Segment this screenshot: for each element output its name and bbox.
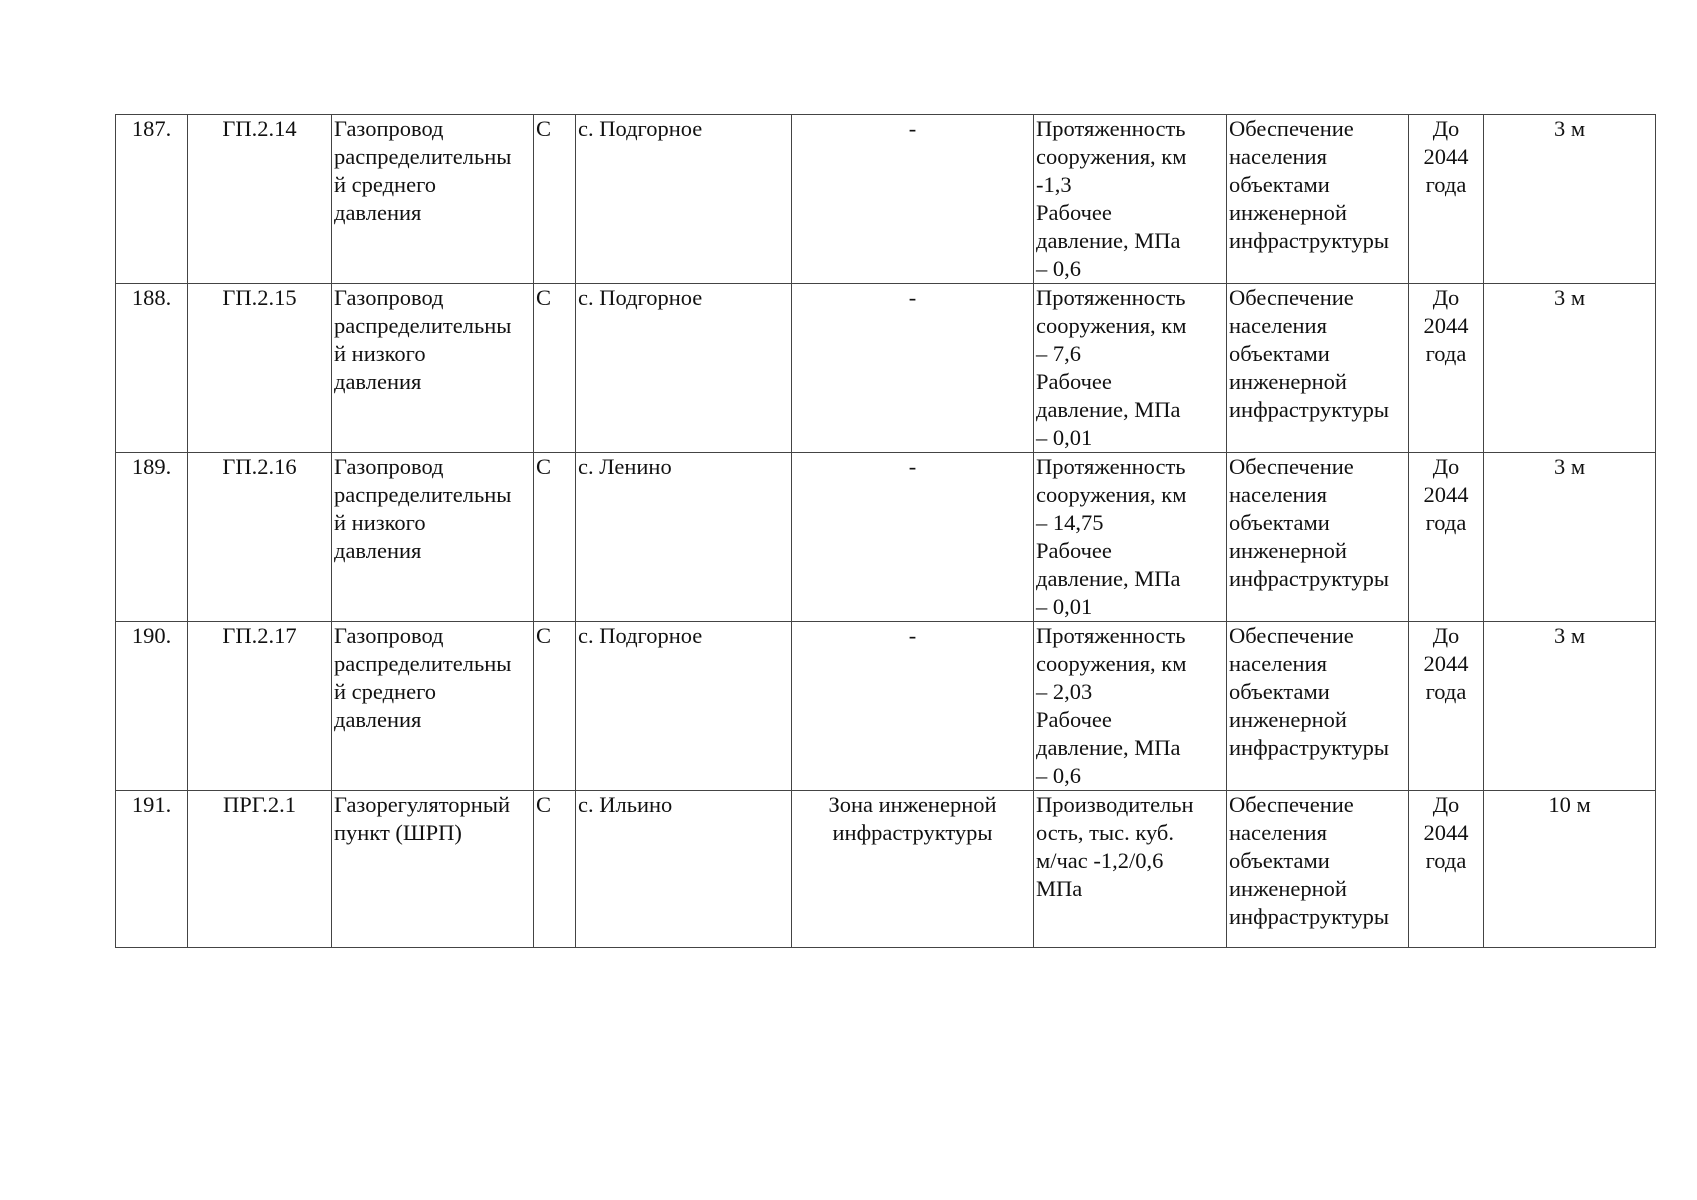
protection-zone-size: 3 м bbox=[1484, 622, 1656, 791]
table-row bbox=[116, 115, 1656, 284]
object-name: Газопровод распределительны й среднего давления bbox=[332, 622, 534, 791]
object-location: с. Ленино bbox=[576, 453, 792, 622]
functional-zone: - bbox=[792, 622, 1034, 791]
protection-zone-size: 3 м bbox=[1484, 115, 1656, 284]
object-location: с. Подгорное bbox=[576, 284, 792, 453]
infrastructure-table bbox=[115, 114, 1656, 948]
object-characteristics: Протяженность сооружения, км – 2,03 Рабочее давление, МПа – 0,6 bbox=[1034, 622, 1227, 791]
protection-zone-size: 10 м bbox=[1484, 791, 1656, 948]
object-status: С bbox=[534, 115, 576, 284]
object-status: С bbox=[534, 791, 576, 948]
object-purpose: Обеспечение населения объектами инженерной инфраструктуры bbox=[1227, 791, 1409, 948]
object-deadline: До 2044 года bbox=[1409, 622, 1484, 791]
object-code: ГП.2.17 bbox=[188, 622, 332, 791]
row-number: 191. bbox=[116, 791, 188, 948]
object-deadline: До 2044 года bbox=[1409, 453, 1484, 622]
object-location: с. Подгорное bbox=[576, 115, 792, 284]
protection-zone-size: 3 м bbox=[1484, 284, 1656, 453]
row-number: 188. bbox=[116, 284, 188, 453]
row-number: 190. bbox=[116, 622, 188, 791]
object-deadline: До 2044 года bbox=[1409, 284, 1484, 453]
table-row bbox=[116, 791, 1656, 948]
object-purpose: Обеспечение населения объектами инженерной инфраструктуры bbox=[1227, 284, 1409, 453]
object-purpose: Обеспечение населения объектами инженерной инфраструктуры bbox=[1227, 622, 1409, 791]
functional-zone: - bbox=[792, 453, 1034, 622]
object-characteristics: Протяженность сооружения, км – 14,75 Рабочее давление, МПа – 0,01 bbox=[1034, 453, 1227, 622]
object-status: С bbox=[534, 622, 576, 791]
row-number: 187. bbox=[116, 115, 188, 284]
object-status: С bbox=[534, 284, 576, 453]
object-status: С bbox=[534, 453, 576, 622]
functional-zone: - bbox=[792, 284, 1034, 453]
functional-zone: Зона инженерной инфраструктуры bbox=[792, 791, 1034, 948]
table-row bbox=[116, 453, 1656, 622]
object-purpose: Обеспечение населения объектами инженерной инфраструктуры bbox=[1227, 453, 1409, 622]
row-number: 189. bbox=[116, 453, 188, 622]
object-name: Газопровод распределительны й низкого давления bbox=[332, 284, 534, 453]
object-code: ПРГ.2.1 bbox=[188, 791, 332, 948]
object-code: ГП.2.15 bbox=[188, 284, 332, 453]
object-location: с. Ильино bbox=[576, 791, 792, 948]
object-name: Газопровод распределительны й низкого давления bbox=[332, 453, 534, 622]
object-purpose: Обеспечение населения объектами инженерной инфраструктуры bbox=[1227, 115, 1409, 284]
table-row bbox=[116, 622, 1656, 791]
object-characteristics: Производительн ость, тыс. куб. м/час -1,2/0,6 МПа bbox=[1034, 791, 1227, 948]
object-name: Газопровод распределительны й среднего давления bbox=[332, 115, 534, 284]
object-location: с. Подгорное bbox=[576, 622, 792, 791]
object-characteristics: Протяженность сооружения, км -1,3 Рабочее давление, МПа – 0,6 bbox=[1034, 115, 1227, 284]
object-name: Газорегуляторный пункт (ШРП) bbox=[332, 791, 534, 948]
object-code: ГП.2.14 bbox=[188, 115, 332, 284]
protection-zone-size: 3 м bbox=[1484, 453, 1656, 622]
object-code: ГП.2.16 bbox=[188, 453, 332, 622]
object-characteristics: Протяженность сооружения, км – 7,6 Рабочее давление, МПа – 0,01 bbox=[1034, 284, 1227, 453]
object-deadline: До 2044 года bbox=[1409, 791, 1484, 948]
functional-zone: - bbox=[792, 115, 1034, 284]
object-deadline: До 2044 года bbox=[1409, 115, 1484, 284]
table-row bbox=[116, 284, 1656, 453]
